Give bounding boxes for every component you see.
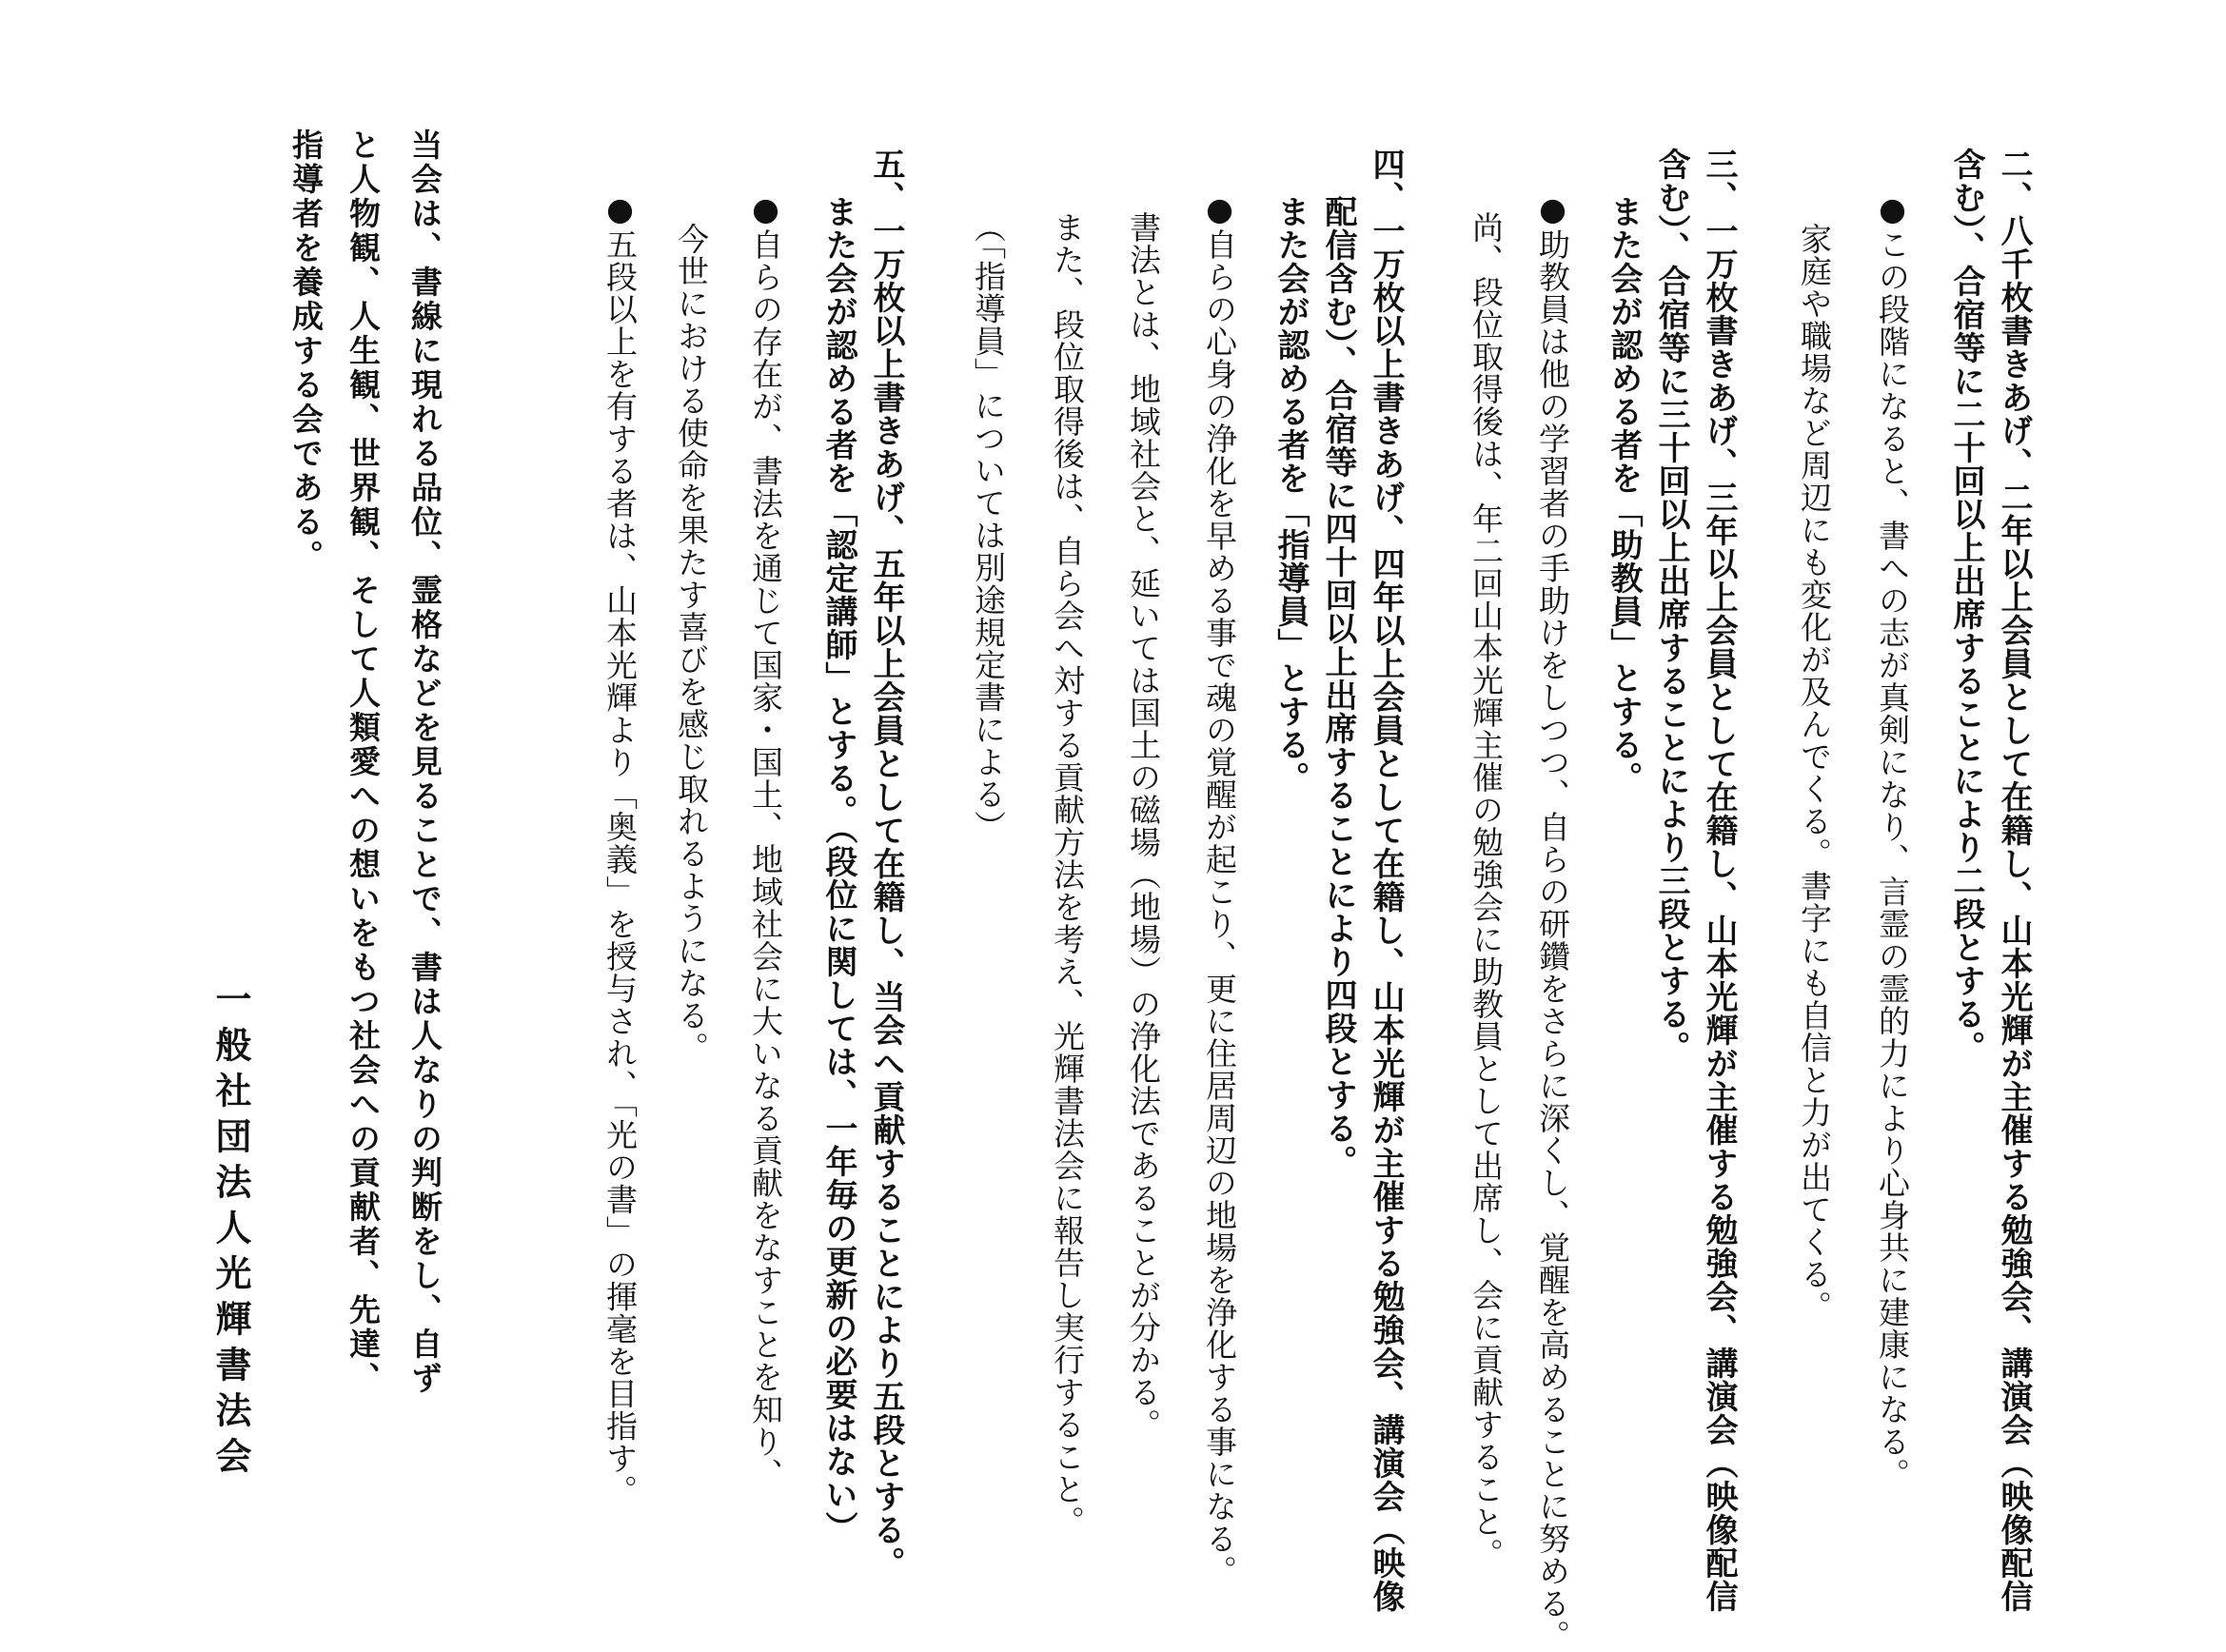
- section-four-body-line-1: ●自らの心身の浄化を早める事で魂の覚醒が起こり、更に住居周辺の地場を浄化する事になる。: [1201, 190, 1238, 1587]
- section-five-heading-line-2: また会が認める者を「認定講師」とする。（段位に関しては、一年毎の更新の必要はない）: [819, 195, 857, 1544]
- closing-line-2: と人物観、人生観、世界観、そして人類愛への想いをもつ社会への貢献者、先達、: [345, 128, 382, 1396]
- section-three-heading-line-2: 含む）、合宿等に三十回以上出席することにより三段とする。: [1652, 148, 1690, 1064]
- section-five-body-line-1: ●自らの存在が、書法を通じて国家・国土、地域社会に大いなる貢献をなすことを知り、: [747, 190, 784, 1490]
- section-three-body-line-1: ●助教員は他の学習者の手助けをしつつ、自らの研鑽をさらに深くし、覚醒を高めることに努める。: [1534, 190, 1571, 1652]
- section-four-body-line-4: （「指導員」については別途規定書による）: [970, 211, 1007, 843]
- section-two-body-line-2: 家庭や職場など周辺にも変化が及んでくる。書字にも自信と力が出てくる。: [1796, 190, 1833, 1323]
- section-five-body-line-2: 今世における使命を果たす喜びを感じ取れるようになる。: [673, 190, 710, 1064]
- section-three-body-line-2: 尚、段位取得後は、年二回山本光輝主催の勉強会に助教員として出席し、会に貢献すること。: [1468, 211, 1505, 1570]
- section-two-heading-line-2: 含む）、合宿等に二十回以上出席することにより二段とする。: [1947, 148, 1985, 1064]
- section-four-heading-line-3: また会が認める者を「指導員」とする。: [1271, 195, 1310, 795]
- closing-line-1: 当会は、書線に現れる品位、霊格などを見ることで、書は人なりの判断をし、自ず: [406, 128, 443, 1396]
- section-three-heading-line-1: 三、一万枚書きあげ、三年以上会員として在籍し、山本光輝が主催する勉強会、講演会（映像配信: [1700, 148, 1738, 1613]
- section-five-heading-line-1: 五、一万枚以上書きあげ、五年以上会員として在籍し、当会へ貢献することにより五段とする。: [867, 148, 905, 1580]
- section-two-heading-line-1: 二、八千枚書きあげ、二年以上会員として在籍し、山本光輝が主催する勉強会、講演会（映像配信: [1995, 148, 2033, 1613]
- section-two-body-line-1: ●この段階になると、書への志が真剣になり、言霊の霊的力により心身共に建康になる。: [1874, 190, 1911, 1490]
- section-four-heading-line-1: 四、一万枚以上書きあげ、四年以上会員として在籍し、山本光輝が主催する勉強会、講演会（映像: [1367, 148, 1405, 1613]
- closing-line-3: 指導者を養成する会である。: [287, 128, 325, 574]
- section-three-heading-line-3: また会が認める者を「助教員」とする。: [1605, 195, 1643, 795]
- organization-name: 一般社団法人光輝書法会: [209, 980, 251, 1483]
- section-four-body-line-2: 書法とは、地域社会と、延いては国土の磁場（地場）の浄化法であることが分かる。: [1125, 211, 1162, 1441]
- section-four-body-line-3: また、段位取得後は、自ら会へ対する貢献方法を考え、光輝書法会に報告し実行すること。: [1049, 211, 1086, 1538]
- section-five-body-line-3: ●五段以上を有する者は、山本光輝より「奥義」を授与され、「光の書」の揮毫を目指す。: [601, 190, 639, 1507]
- section-four-heading-line-2: 配信含む）、合宿等に四十回以上出席することにより四段とする。: [1319, 195, 1357, 1178]
